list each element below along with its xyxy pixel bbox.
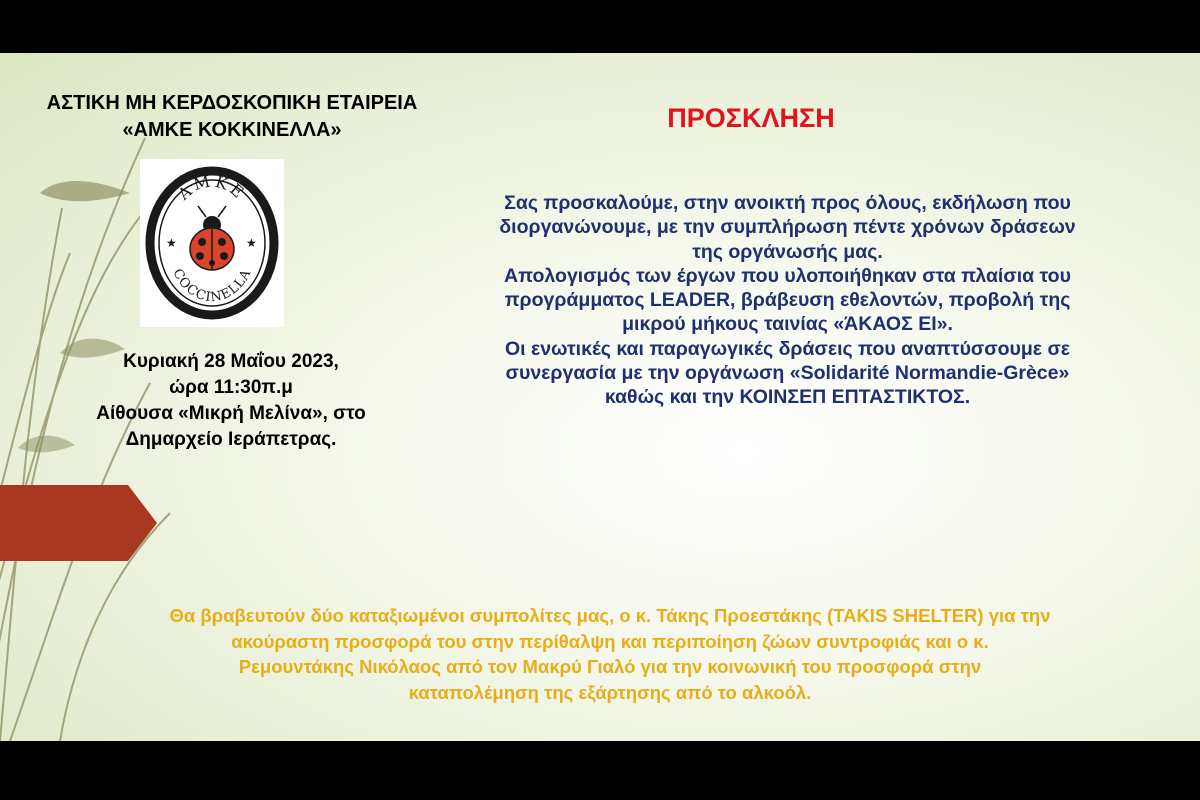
invitation-line: καθώς και την ΚΟΙΝΣΕΠ ΕΠΤΑΣΤΙΚΤΟΣ.: [604, 386, 971, 409]
invitation-line: συνεργασία με την οργάνωση «Solidarité Normandie-Grèce»: [505, 362, 1070, 385]
awards-line: Θα βραβευτούν δύο καταξιωμένοι συμπολίτες μας, ο κ. Τάκης Προεστάκης (TAKIS SHELTER) για την: [169, 605, 1051, 626]
organization-name: [6, 90, 458, 144]
logo-top-text: ΑΜΚΕ: [174, 171, 250, 204]
invitation-line: προγράμματος LEADER, βράβευση εθελοντών, προβολή της: [504, 289, 1071, 312]
organization-line-2: «ΑΜΚΕ ΚΟΚΚΙΝΕΛΛΑ»: [122, 119, 342, 141]
invitation-line: Σας προσκαλούμε, στην ανοικτή προς όλους, εκδήλωση που: [504, 192, 1071, 214]
ladybug-icon: [190, 206, 234, 270]
event-details: [50, 349, 412, 453]
ladybug-logo: [140, 159, 284, 327]
logo: [140, 159, 284, 327]
accent-arrow: [0, 485, 157, 561]
invitation-line: Οι ενωτικές και παραγωγικές δράσεις που αναπτύσσουμε σε: [504, 337, 1071, 360]
invitation-line: της οργάνωσής μας.: [692, 240, 883, 263]
awards-line: ακούραστη προσφορά του στην περίθαλψη και περιποίηση ζώων συντροφιάς και ο κ.: [231, 630, 989, 652]
invitation-line: Απολογισμός των έργων που υλοποιήθηκαν στα πλαίσια του: [504, 264, 1071, 287]
logo-bottom-text: COCCINELLA: [169, 266, 255, 306]
invitation-line: μικρού μήκους ταινίας «ΆΚΑΟΣ ΕΙ».: [622, 313, 953, 336]
event-date: Κυριακή 28 Μαΐου 2023,: [123, 351, 339, 372]
awards-text: [30, 603, 1190, 705]
invitation-line: διοργανώνουμε, με την συμπλήρωση πέντε χρόνων δράσεων: [499, 216, 1076, 239]
event-time: ώρα 11:30π.μ: [169, 377, 293, 398]
leaf-shape: [40, 181, 130, 201]
event-venue: Αίθουσα «Μικρή Μελίνα», στο: [96, 403, 366, 424]
svg-text:★: ★: [246, 236, 257, 250]
awards-line: Ρεμουντάκης Νικόλαος από τον Μακρύ Γιαλό για την κοινωνική του προσφορά στην: [238, 656, 982, 677]
slide: [0, 53, 1200, 741]
svg-text:★: ★: [166, 236, 177, 250]
svg-text:COCCINELLA: [169, 267, 254, 306]
invitation-title: ΠΡΟΣΚΛΗΣΗ: [667, 103, 835, 133]
event-place: Δημαρχείο Ιεράπετρας.: [125, 429, 337, 450]
invitation-text: [395, 191, 1180, 410]
organization-line-1: ΑΣΤΙΚΗ ΜΗ ΚΕΡΔΟΣΚΟΠΙΚΗ ΕΤΑΙΡΕΙΑ: [46, 92, 418, 114]
awards-line: καταπολέμηση της εξάρτησης από το αλκοόλ.: [408, 681, 812, 703]
